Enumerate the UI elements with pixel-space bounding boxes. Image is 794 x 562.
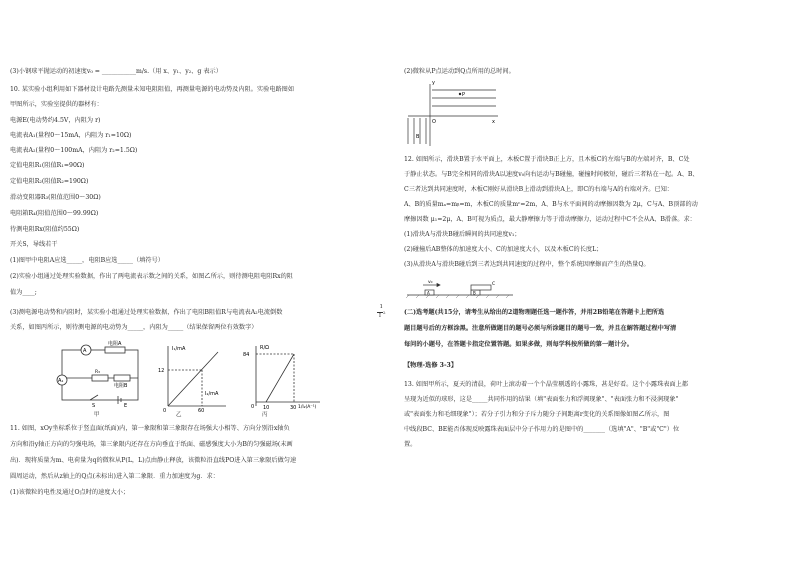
equipment-item: 电流表A₁(量程0～15mA，内阻为 r₁=10Ω) bbox=[10, 132, 132, 139]
equipment-item: 定值电阻R₂(阻值R₂=190Ω) bbox=[10, 178, 89, 185]
switch-s bbox=[90, 395, 98, 400]
figure-bing-graph bbox=[238, 340, 326, 412]
battery-e-label: E bbox=[124, 403, 128, 409]
q10-intro-line1: 10. 某实验小组利用如下器材设计电路先测量未知电阻阻值，再测量电源的电动势及内阻。实验电路图如 bbox=[10, 86, 295, 93]
section-title-physics-3-3: 【物理-选修 3-3】 bbox=[404, 362, 458, 369]
yi-line bbox=[168, 352, 218, 406]
bing-xtick-1: 10 bbox=[263, 405, 270, 411]
q12-line: 12. 如图所示，滑块B置于水平面上，木板C置于滑块B正上方，且木板C的左端与B的左端对齐，B、C处 bbox=[404, 156, 690, 163]
fig11-p-label: P bbox=[462, 92, 466, 98]
block-b-label: B bbox=[473, 290, 476, 296]
q12-line: C三者达到共同速度时，木板C刚好从滑块B上滑动到滑块A上，即C的右端与A的右端对齐。已知： bbox=[404, 186, 673, 193]
q11-part2: (2)微粒从P点运动到Q点所用的总时间。 bbox=[404, 68, 515, 75]
reciprocal-fraction: 1 $I^2$ bbox=[378, 304, 386, 319]
point-p bbox=[459, 93, 461, 95]
q12-line: 于静止状态。与B完全相同的滑块A以速度v₀向右运动与B碰撞，碰撞时间极短，碰后三者粘在一起。A、B、 bbox=[404, 171, 699, 178]
figure-jia-circuit bbox=[50, 340, 145, 410]
resistor-r3 bbox=[92, 375, 108, 381]
equipment-item: 开关S，导线若干 bbox=[10, 241, 58, 248]
resistor-b-label: 电阻B bbox=[114, 383, 128, 389]
ammeter-a1-label: A₁ bbox=[58, 378, 64, 384]
q12-line: (1)滑块A与滑块B碰后瞬间的共同速度v₁； bbox=[404, 231, 521, 238]
equipment-item: 电流表A₂(量程0～100mA，内阻为 r₂=1.5Ω) bbox=[10, 147, 138, 154]
yi-origin: 0 bbox=[163, 408, 167, 412]
q12-line: (3)从滑块A与滑块B碰后到三者达到共同速度的过程中，整个系统因摩擦而产生的热量Q。 bbox=[404, 261, 650, 268]
figure-jia-caption: 甲 bbox=[94, 412, 100, 418]
resistor-a-label: 电阻A bbox=[108, 341, 122, 347]
fig11-y-label: y bbox=[432, 80, 435, 86]
q13-line: 置。 bbox=[404, 441, 417, 448]
equipment-item: 滑动变阻器R₃(阻值范围0～30Ω) bbox=[10, 194, 101, 201]
bing-xtick-2: 30 bbox=[290, 405, 297, 411]
figure-q12-blocks bbox=[405, 275, 515, 299]
figure-yi-graph bbox=[150, 340, 230, 412]
bing-ylabel: R/Ω bbox=[260, 345, 269, 351]
q10-part2-line2: 值为____; bbox=[10, 289, 37, 296]
yi-ytick: 12 bbox=[158, 368, 165, 374]
q10-part3-line1: (3)测电源电动势和内阻时，某实验小组通过处理实验数据，作出了电阻B阻值R与电流表A₂电流倒数 bbox=[10, 309, 283, 316]
figure-q11-field bbox=[402, 78, 502, 148]
v0-label: v₀ bbox=[428, 280, 433, 285]
q12-line: 摩擦因数 μ₁=2μ，A、B可视为质点，最大静摩擦力等于滑动摩擦力，运动过程中C不会从A、B滑落。求： bbox=[404, 216, 696, 223]
q11-line: 圆周运动，然后从z轴上的Q点(未标出)进入第二象限．重力加速度为g．求： bbox=[10, 473, 219, 480]
yi-ylabel: I₁/mA bbox=[172, 346, 186, 352]
arrow-head bbox=[437, 284, 440, 287]
elective-instruction-line: 每问的小题号，在答题卡指定位置答题。如果多做，则每学科按所做的第一题计分。 bbox=[404, 341, 633, 348]
fig11-o-label: O bbox=[432, 119, 436, 125]
switch-s-label: S bbox=[92, 403, 96, 409]
q11-line: (1)该微粒的电性及通过O点时的速度大小； bbox=[10, 489, 130, 496]
q11-line: 方向和沿y轴正方向的匀强电场，第三象限内还存在方向垂直于纸面、磁感强度大小为B的匀强磁场(未画 bbox=[10, 441, 293, 448]
bing-ytick-top: 84 bbox=[243, 352, 250, 358]
q13-line: 或"表面张力和毛细现象"）；若分子引力和分子斥力随分子间距离r变化的关系图像如图乙所示，图 bbox=[404, 411, 670, 418]
block-a-label: A bbox=[427, 290, 430, 296]
ammeter-a-label: A bbox=[83, 348, 87, 354]
equipment-item: 待测电阻Rx(阻值约55Ω) bbox=[10, 226, 80, 233]
q12-line: A、B的质量mₐ=mᵦ=m，木板C的质量mᶜ=2m，A、B与水平面间的动摩擦因数为 2μ，C与A、B顶部的动 bbox=[404, 201, 698, 208]
yi-xlabel: I₂/mA bbox=[205, 391, 219, 397]
yi-xtick: 60 bbox=[198, 408, 205, 412]
q10-part1: (1)图甲中电阻A应选_____，电阻B应选_____（填符号） bbox=[10, 257, 164, 264]
elective-instruction-line: 题目题号后的方框涂黑。注意所做题目的题号必须与所涂题目的题号一致，并且在解答题过程中写清 bbox=[404, 325, 677, 332]
q11-line: 出)．现将质量为m、电荷量为q的微粒从P(L，L)点由静止释放，该微粒沿直线PO进入第三象限后做匀速 bbox=[10, 457, 297, 464]
bing-line bbox=[266, 354, 294, 402]
fig11-x-label: x bbox=[492, 119, 495, 125]
q13-line: 中线段BC、BE能否体现反映露珠表面层中分子作用力的是图中的_______（选填"A"、"B"或"C"）位 bbox=[404, 426, 680, 433]
fig11-b-label: B bbox=[416, 134, 420, 140]
equipment-item: 定值电阻R₁(阻值R₁=90Ω) bbox=[10, 162, 85, 169]
board-c-label: C bbox=[492, 282, 496, 287]
bing-xlabel: 1/I₂(A⁻¹) bbox=[298, 405, 317, 410]
q10-part3-line2: 关系，如图丙所示，则待测电源的电动势为_____，内阻为_____（结果保留两位有效数字） bbox=[10, 324, 258, 331]
q13-line: 呈现为近似的球形，这是_____共同作用的结果（填"表面张力和浮阀现象"、"表面张力和不浸润现象" bbox=[404, 396, 679, 403]
q10-part2-line1: (2)实验小组通过处理实验数据，作出了两电流表示数之间的关系，如图乙所示，则待测电阻电阻Rx的阻 bbox=[10, 273, 293, 280]
resistor-r3-label: R₃ bbox=[95, 370, 100, 375]
resistor-a bbox=[105, 347, 125, 353]
figure-bing-caption: 丙 bbox=[262, 412, 268, 418]
q13-line: 13. 如图甲所示，夏天的清晨，荷叶上滚动着一个个晶莹剔透的小露珠，甚是好看。这个小露珠表面上都 bbox=[404, 381, 689, 388]
resistor-b bbox=[114, 375, 130, 381]
q12-line: (2)碰撞后AB整体的加速度大小、C的加速度大小，以及木板C的长度L； bbox=[404, 246, 603, 253]
equipment-item: 电源E(电动势约4.5V，内阻为 r) bbox=[10, 117, 101, 124]
q9-part3: (3)小钢球平抛运动的初速度v₀ = ___________m/s.（用 x、y₁、y₂、g 表示） bbox=[10, 68, 222, 75]
bing-origin: 0 bbox=[251, 404, 255, 410]
q11-line: 11. 如图，xOy坐标系位于竖直面(纸面)内，第一象限和第三象限存在场强大小相等、方向分别沿x轴负 bbox=[10, 425, 290, 432]
figure-yi-caption: 乙 bbox=[176, 412, 182, 418]
elective-instruction-line: (二)选考题(共15分，请考生从给出的2道物理题任选一题作答，并用2B铅笔在答题卡上把所选 bbox=[404, 309, 665, 316]
equipment-item: 电阻箱R₄(阻值范围0～99.99Ω) bbox=[10, 210, 99, 217]
q10-intro-line2: 甲图所示，实验室提供的器材有： bbox=[10, 101, 103, 108]
board-c bbox=[471, 285, 491, 290]
